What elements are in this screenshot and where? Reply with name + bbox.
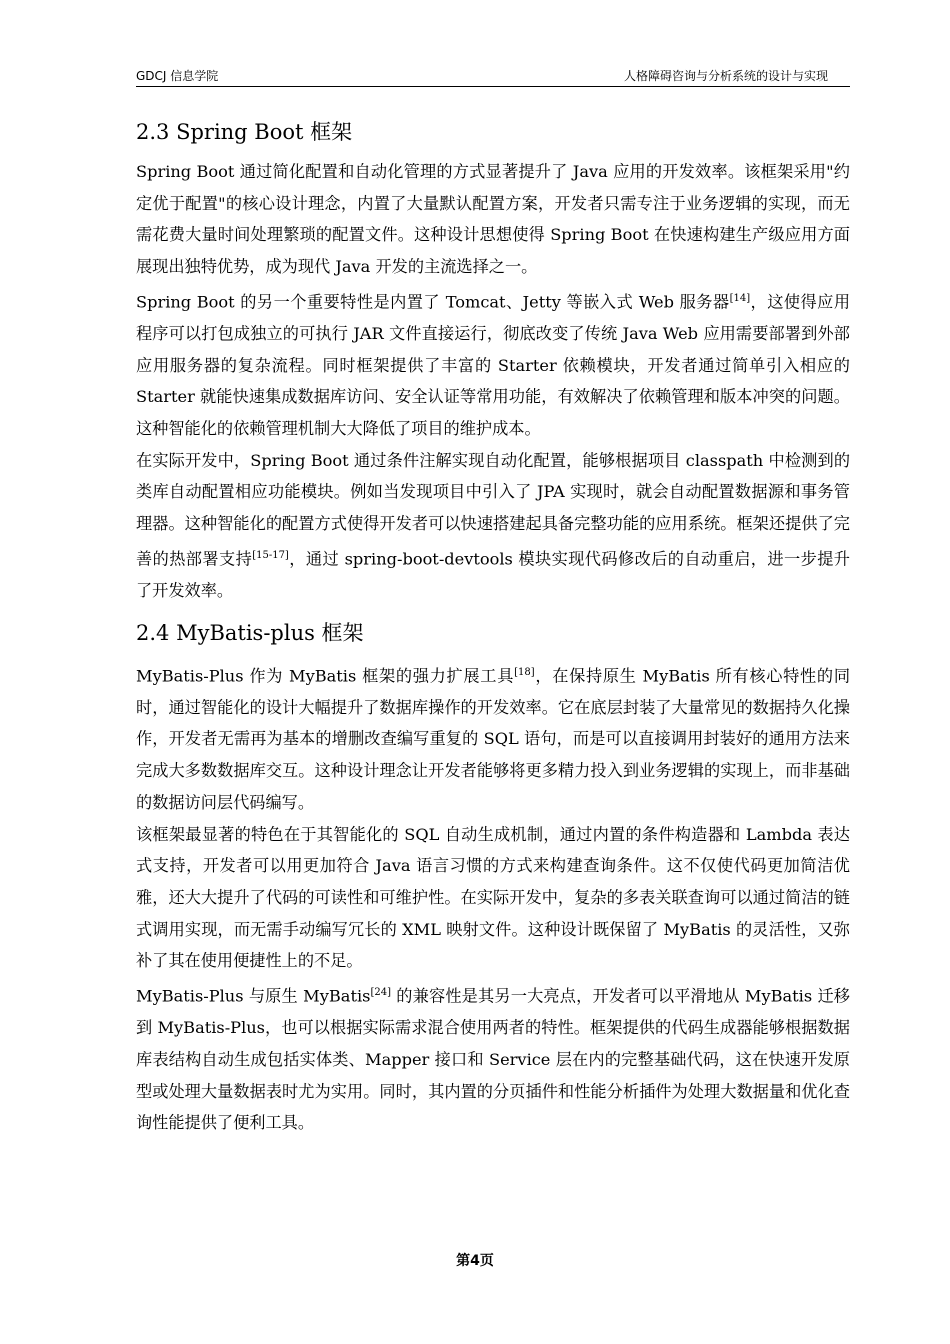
section-heading-2-3: 2.3 Spring Boot 框架 [136, 120, 353, 144]
section-heading-2-4: 2.4 MyBatis-plus 框架 [136, 620, 364, 645]
citation-ref: [14] [729, 292, 751, 304]
paragraph: MyBatis-Plus 作为 MyBatis 框架的强力扩展工具[18]，在保持原生 MyBatis 所有核心特性的同时，通过智能化的设计大幅提升了数据库操作的开发效率。它在底层封装了大量常见的数据持久化操作，开发者无需再为基本的增删改查编写重复的 SQL 语句，而是可以直接调用封装好的通用方法来完成大多数数据库交互。这种设计理念让开发者能够将更多精力投入到业务逻辑的实现上，而非基础的数据访问层代码编写。 [136, 666, 851, 812]
paragraph: 该框架最显著的特色在于其智能化的 SQL 自动生成机制，通过内置的条件构造器和 Lambda 表达式支持，开发者可以用更加符合 Java 语言习惯的方式来构建查询条件。这不仅使代码更加简洁优雅，还大大提升了代码的可读性和可维护性。在实际开发中，复杂的多表关联查询可以通过简洁的链式调用实现，而无需手动编写冗长的 XML 映射文件。这种设计既保留了 MyBatis 的灵活性，又弥补了其在使用便捷性上的不足。 [136, 824, 850, 971]
paragraph: MyBatis-Plus 与原生 MyBatis[24] 的兼容性是其另一大亮点，开发者可以平滑地从 MyBatis 迁移到 MyBatis-Plus，也可以根据实际需求混合使用两者的特性。框架提供的代码生成器能够根据数据库表结构自动生成包括实体类、Mapper 接口和 Service 层在内的完整基础代码，这在快速开发原型或处理大量数据表时尤为实用。同时，其内置的分页插件和性能分析插件为处理大数据量和优化查询性能提供了便利工具。 [136, 986, 850, 1133]
page-body [136, 112, 850, 1139]
paragraph: Spring Boot 通过简化配置和自动化管理的方式显著提升了 Java 应用的开发效率。该框架采用"约定优于配置"的核心设计理念，内置了大量默认配置方案，开发者只需专注于业务逻辑的实现，而无需花费大量时间处理繁琐的配置文件。这种设计思想使得 Spring Boot 在快速构建生产级应用方面展现出独特优势，成为现代 Java 开发的主流选择之一。 [136, 162, 850, 277]
header-thesis-title: 人格障碍咨询与分析系统的设计与实现 [623, 69, 828, 83]
citation-ref: [15-17] [252, 549, 289, 561]
citation-ref: [18] [514, 666, 535, 678]
header-institution: GDCJ 信息学院 [136, 69, 219, 83]
page-number: 第4页 [456, 1253, 494, 1269]
paragraph: 在实际开发中，Spring Boot 通过条件注解实现自动化配置，能够根据项目 classpath 中检测到的类库自动配置相应功能模块。例如当发现项目中引入了 JPA 实现时，就会自动配置数据源和事务管理器。这种智能化的配置方式使得开发者可以快速搭建起具备完整功能的应用系统。框架还提供了完善的热部署支持[15-17]，通过 spring-boot-devtools 模块实现代码修改后的自动重启，进一步提升了开发效率。 [136, 450, 850, 600]
paragraph: Spring Boot 的另一个重要特性是内置了 Tomcat、Jetty 等嵌入式 Web 服务器[14]，这使得应用程序可以打包成独立的可执行 JAR 文件直接运行，彻底改变了传统 Java Web 应用需要部署到外部应用服务器的复杂流程。同时框架提供了丰富的 Starter 依赖模块，开发者通过简单引入相应的 Starter 就能快速集成数据库访问、安全认证等常用功能，有效解决了依赖管理和版本冲突的问题。这种智能化的依赖管理机制大大降低了项目的维护成本。 [136, 292, 851, 439]
page-header [136, 68, 850, 87]
citation-ref: [24] [370, 987, 391, 999]
